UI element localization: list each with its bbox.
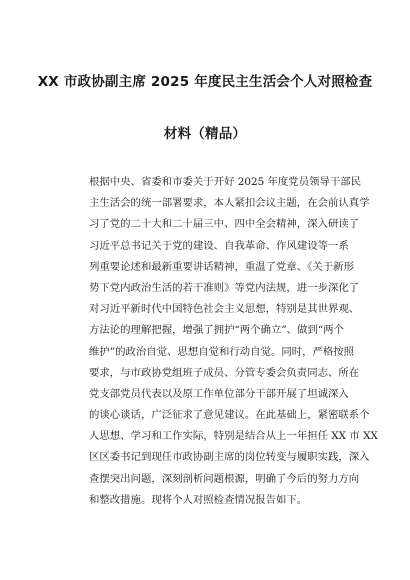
- body-line: 人思想、学习和工作实际，特别是结合从上一年担任 XX 市 XX: [89, 430, 378, 443]
- body-line: 习了党的二十大和二十届三中、四中全会精神，深入研读了: [89, 218, 360, 231]
- body-line: 主生活会的统一部署要求，本人紧扣会议主题，在会前认真学: [89, 197, 370, 210]
- document-title-line-1: XX 市政协副主席 2025 年度民主生活会个人对照检查: [37, 74, 373, 90]
- body-line: 党支部党员代表以及原工作单位部分干部开展了坦诚深入: [89, 387, 349, 400]
- document-title-line-2: 材料（精品）: [163, 126, 247, 142]
- body-line: 势下党内政治生活的若干准则》等党内法规，进一步深化了: [89, 281, 360, 294]
- body-line: 和整改措施。现将个人对照检查情况报告如下。: [89, 493, 308, 506]
- body-line: 习近平总书记关于党的建设、自我革命、作风建设等一系: [89, 239, 349, 252]
- body-line: 要求，与市政协党组班子成员、分管专委会负责同志、所在: [89, 366, 360, 379]
- body-line: 区区委书记到现任市政协副主席的岗位转变与履职实践，深入: [89, 451, 370, 464]
- body-line: 的谈心谈话，广泛征求了意见建议。在此基础上，紧密联系个: [89, 409, 370, 422]
- body-line: 查摆突出问题，深刻剖析问题根源，明确了今后的努力方向: [89, 472, 360, 485]
- body-line: 方法论的理解把握，增强了拥护“两个确立”、做到“两个: [89, 324, 344, 337]
- body-line: 根据中央、省委和市委关于开好 2025 年度党员领导干部民: [89, 176, 362, 188]
- body-line: 列重要论述和最新重要讲话精神，重温了党章、《关于新形: [89, 260, 354, 273]
- document-body: [89, 172, 378, 511]
- body-line: 维护”的政治自觉、思想自觉和行动自觉。同时，严格按照: [89, 345, 355, 358]
- body-line: 对习近平新时代中国特色社会主义思想，特别是其世界观、: [89, 303, 360, 316]
